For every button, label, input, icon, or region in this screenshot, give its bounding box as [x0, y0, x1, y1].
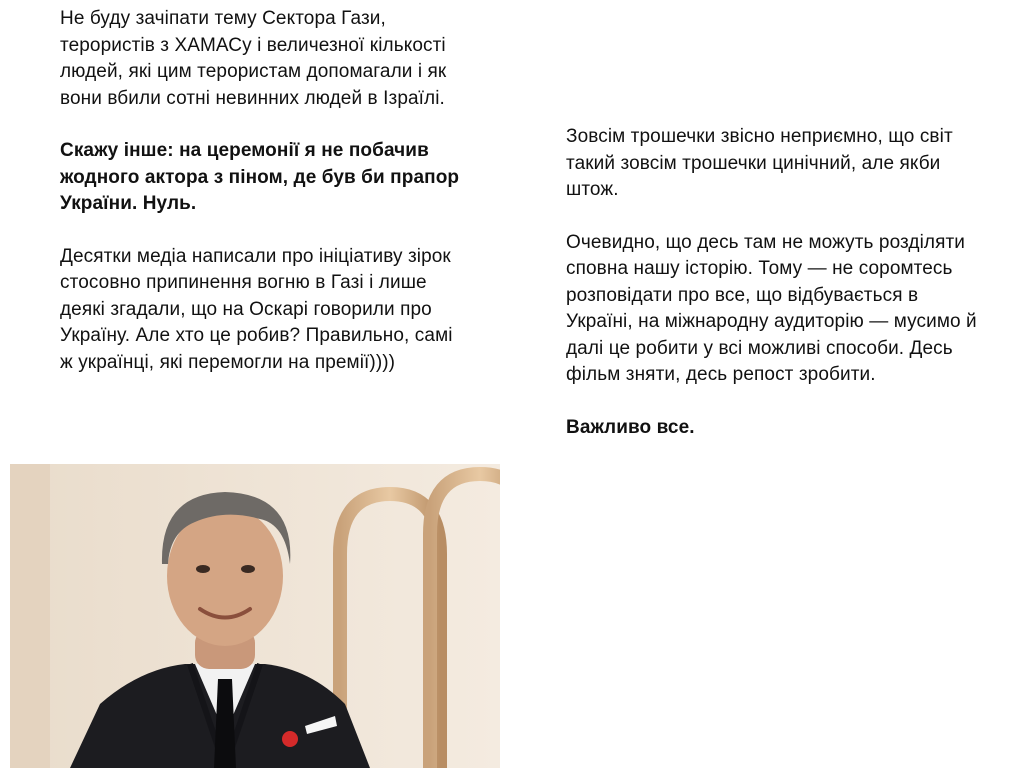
paragraph-media-coverage: Десятки медіа написали про ініціативу зірок стосовно припинення вогню в Газі і лише деякі згадали, що на Оскарі говорили про Україну. Але хто це робив? Правильно, самі ж українці, які перемогли на премії)))): [60, 245, 453, 373]
paragraph-gaza: Не буду зачіпати тему Сектора Гази, терористів з ХАМАСу і величезної кількості людей, які цим терористам допомагали і як вони вбили сотні невинних людей в Ізраїлі.: [60, 8, 447, 109]
paragraph-everything-matters: Важливо все.: [566, 416, 695, 438]
left-text-column: [60, 6, 470, 402]
paragraph-no-ukraine-pin: Скажу інше: на церемонії я не побачив жодного актора з піном, де був би прапор України. Нуль.: [60, 140, 460, 214]
photo-illustration: [10, 464, 500, 768]
right-text-column: [566, 124, 986, 467]
paragraph-tell-story: Очевидно, що десь там не можуть розділяти сповна нашу історію. Тому — не соромтесь розповідати про все, що відбувається в Україні, на міжнародну аудиторію — мусимо й далі це робити у всі можливі способи. Десь фільм зняти, десь репост зробити.: [566, 231, 977, 385]
paragraph-cynical-world: Зовсім трошечки звісно неприємно, що світ такий зовсім трошечки цинічний, але якби штож.: [566, 126, 953, 200]
photo-actor: [10, 464, 500, 768]
